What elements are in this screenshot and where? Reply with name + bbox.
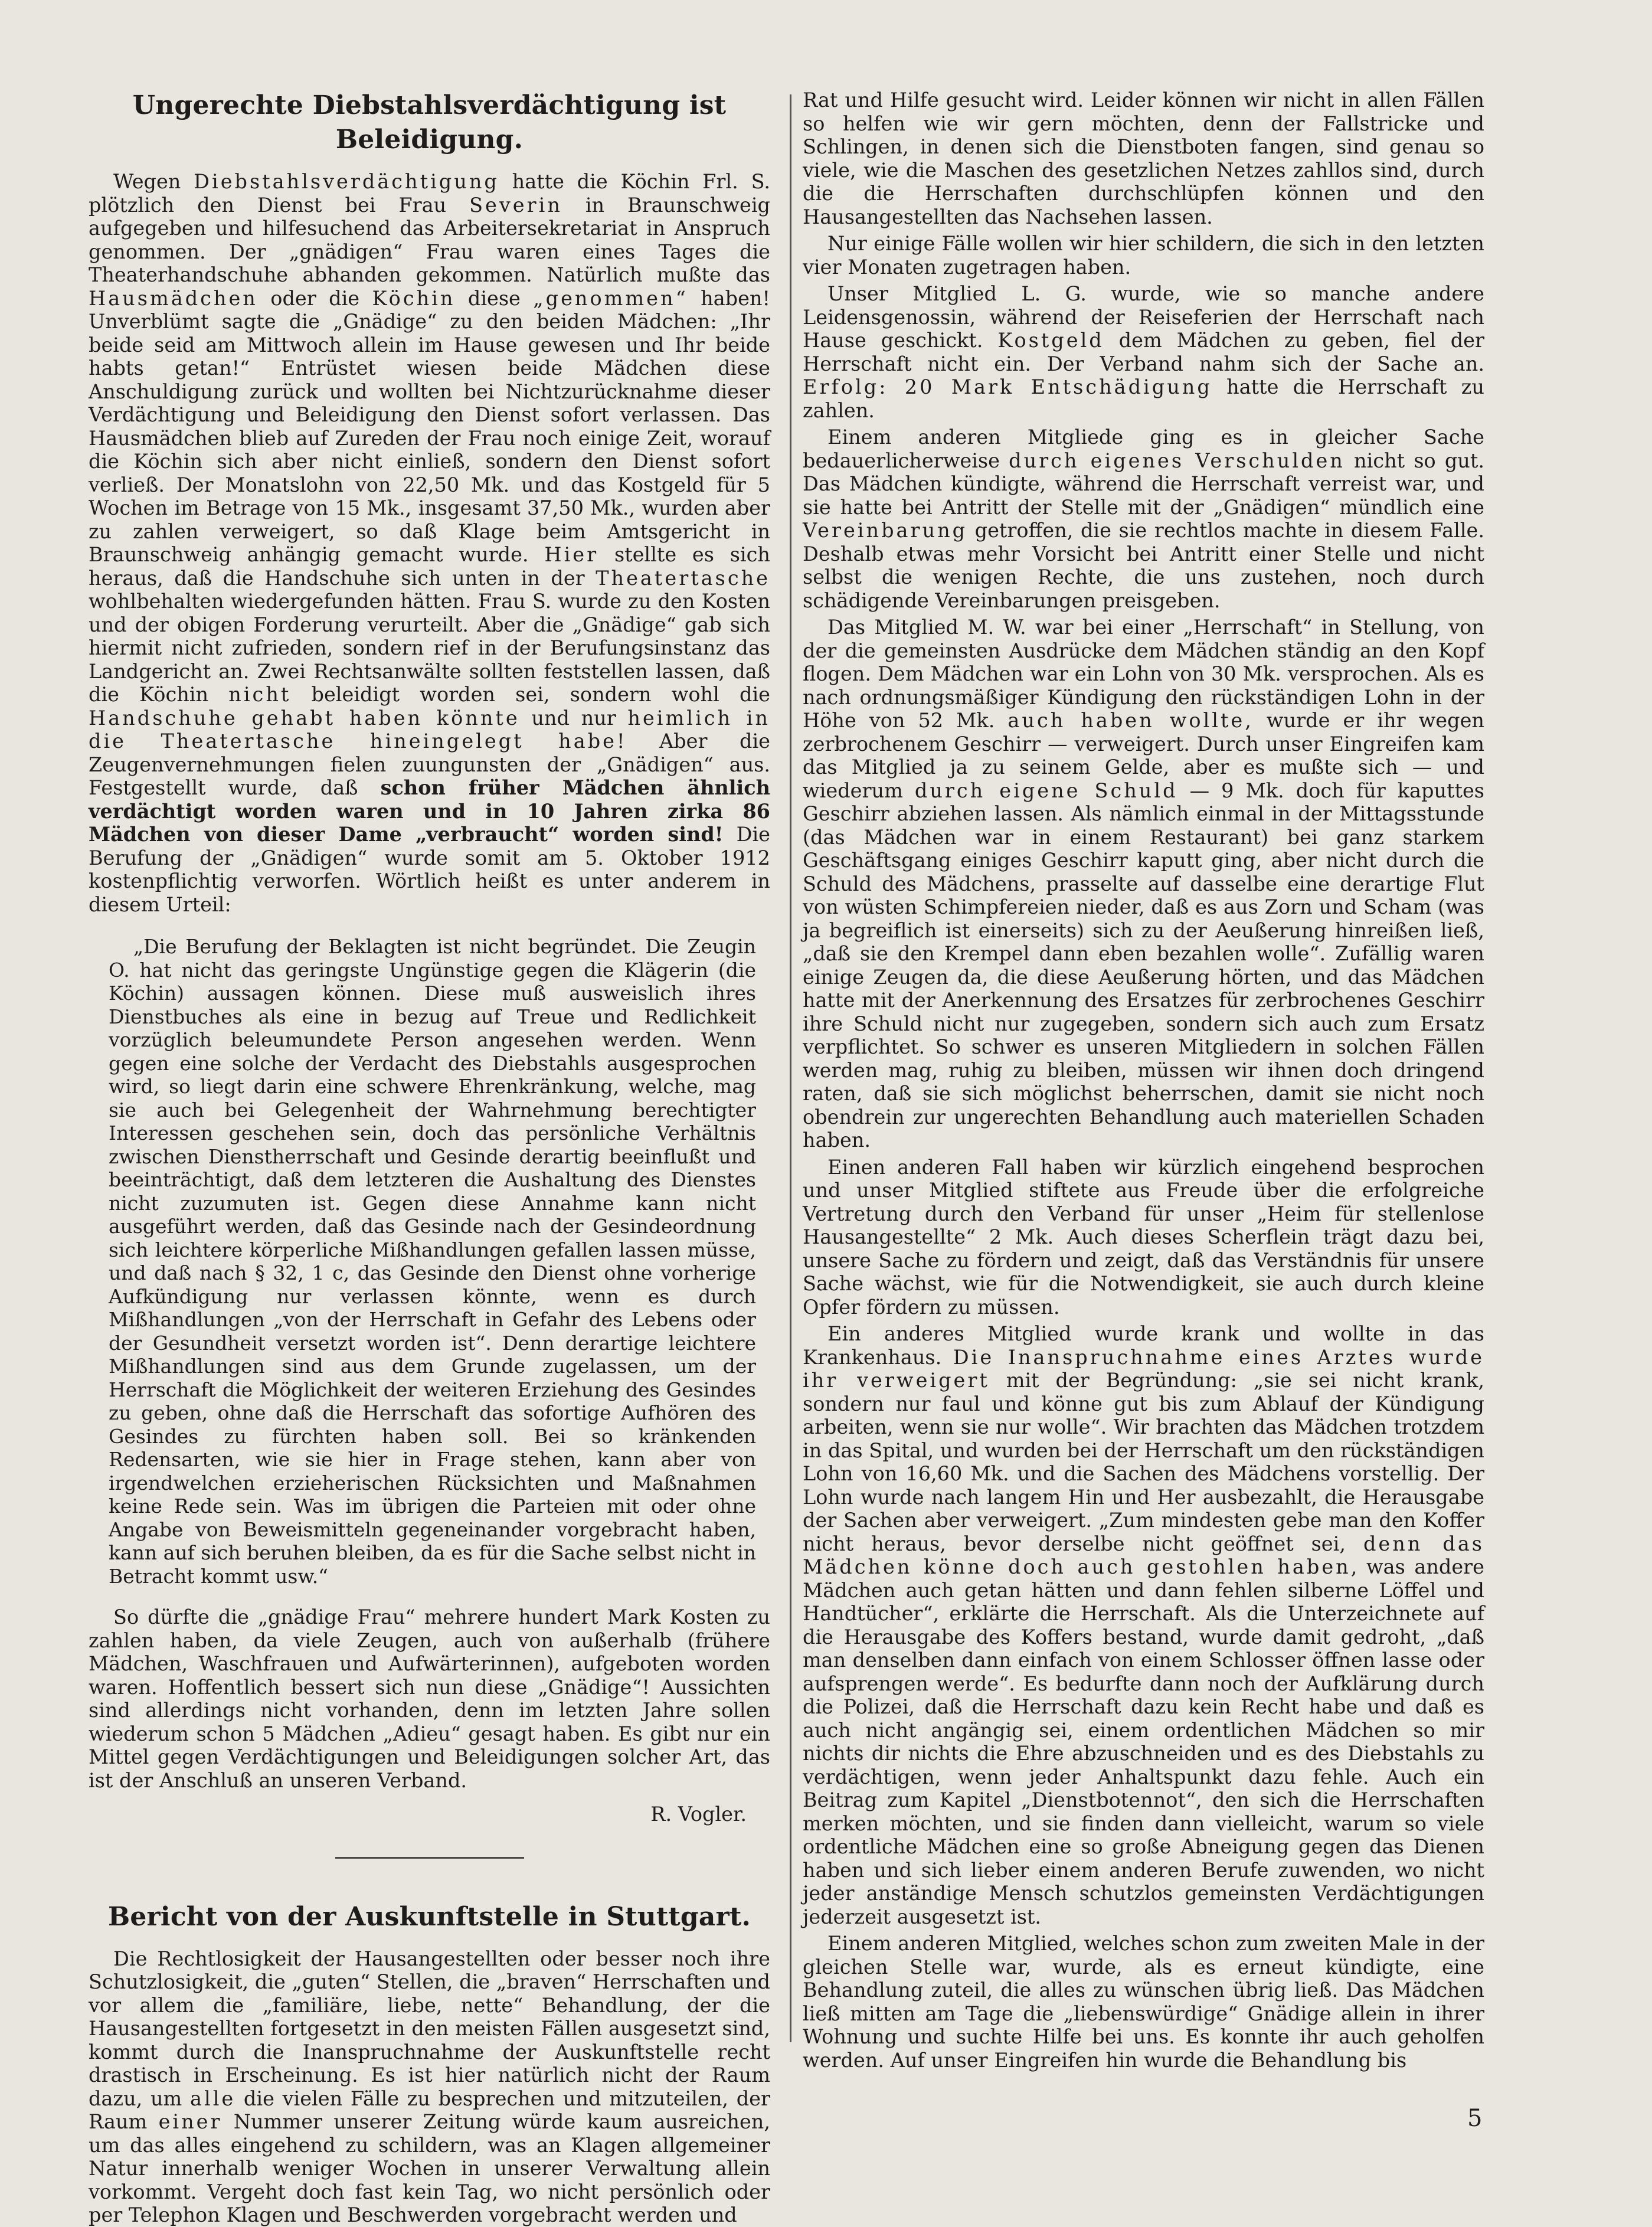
paragraph: Rat und Hilfe gesucht wird. Leider können wir nicht in allen Fällen so helfen wie wir gern möchten, denn der Fallstricke und Schlingen, in denen sich die Dienstboten fangen, sind genau so viele, wie die Maschen des gesetzlichen Netzes zahllos sind, durch die die Herrschaften durchschlüpfen können und den Hausangestellten das Nachsehen lassen. (803, 89, 1484, 228)
article-1-signature: R. Vogler. (650, 1803, 747, 1826)
page-number: 5 (1467, 2105, 1483, 2132)
paragraph: Einem anderen Mitglied, welches schon zum zweiten Male in der gleichen Stelle war, wurde, als es erneut kündigte, eine Behandlung zuteil, die alles zu wünschen übrig ließ. Das Mädchen ließ mitten am Tage die „liebenswürdige“ Gnädige allein in ihrer Wohnung und suchte Hilfe bei uns. Es konnte ihr auch geholfen werden. Auf unser Eingreifen hin wurde die Behandlung bis (803, 1932, 1484, 2072)
right-column (803, 89, 1484, 2072)
article-2-body-start (89, 1947, 770, 2227)
article-1-title: Ungerechte Diebstahlsverdächtigung ist Beleidigung. (132, 90, 727, 155)
article-1-body (89, 170, 770, 1826)
paragraph: Die Rechtlosigkeit der Hausangestellten oder besser noch ihre Schutzlosigkeit, die „guten“ Stellen, die „braven“ Herrschaften und vor allem die „familiäre, liebe, nette“ Behandlung, der die Hausangestellten fortgesetzt in den meisten Fällen ausgesetzt sind, kommt durch die Inanspruchnahme der Auskunftstelle recht drastisch in Erscheinung. Es ist hier natürlich nicht der Raum dazu, um alle die vielen Fälle zu besprechen und mitzuteilen, der Raum einer Nummer unserer Zeitung würde kaum ausreichen, um das alles eingehend zu schildern, was an Klagen allgemeiner Natur innerhalb weniger Wochen in unserer Verwaltung allein vorkommt. Vergeht doch fast kein Tag, wo nicht persönlich oder per Telephon Klagen und Beschwerden vorgebracht werden und (89, 1947, 771, 2226)
court-quote: „Die Berufung der Beklagten ist nicht begründet. Die Zeugin O. hat nicht das geringste Ungünstige gegen die Klägerin (die Köchin) aussagen können. Diese muß ausweislich ihres Dienstbuches als eine in bezug auf Treue und Redlichkeit vorzüglich beleumundete Person angesehen werden. Wenn gegen eine solche der Verdacht des Diebstahls ausgesprochen wird, so liegt darin eine schwere Ehrenkränkung, welche, mag sie auch bei Gelegenheit der Wahrnehmung berechtigter Interessen geschehen sein, doch das persönliche Verhältnis zwischen Dienstherrschaft und Gesinde derartig beeinflußt und beeinträchtigt, daß dem letzteren die Aushaltung des Dienstes nicht zuzumuten ist. Gegen diese Annahme kann nicht ausgeführt werden, daß das Gesinde nach der Gesindeordnung sich leichtere körperliche Mißhandlungen gefallen lassen müsse, und daß nach § 32, 1 c, das Gesinde den Dienst ohne vorherige Aufkündigung nur verlassen könnte, wenn es durch Mißhandlungen „von der Herrschaft in Gefahr des Lebens oder der Gesundheit versetzt worden ist“. Denn derartige leichtere Mißhandlungen sind aus dem Grunde zugelassen, um der Herrschaft die Möglichkeit der weiteren Erziehung des Gesindes zu geben, ohne daß die Herrschaft das sofortige Aufhören des Gesindes zu fürchten haben soll. Bei so kränkenden Redensarten, wie sie hier in Frage stehen, kann aber von irgendwelchen erzieherischen Rücksichten und Maßnahmen keine Rede sein. Was im übrigen die Parteien mit oder ohne Angabe von Beweismitteln gegeneinander vorgebracht haben, kann auf sich beruhen bleiben, da es für die Sache selbst nicht in Betracht kommt usw.“ (109, 935, 756, 1588)
paragraph: Unser Mitglied L. G. wurde, wie so manche andere Leidensgenossin, während der Reiseferien der Herrschaft nach Hause geschickt. Kostgeld dem Mädchen zu geben, fiel der Herrschaft nicht ein. Der Verband nahm sich der Sache an. Erfolg: 20 Mark Entschädigung hatte die Herrschaft zu zahlen. (803, 282, 1485, 422)
column-divider (790, 94, 791, 2042)
paragraph: Einen anderen Fall haben wir kürzlich eingehend besprochen und unser Mitglied stiftete aus Freude über die erfolgreiche Vertretung durch den Verband für unser „Heim für stellenlose Hausangestellte“ 2 Mk. Auch dieses Scherflein trägt dazu bei, unsere Sache zu fördern und zeigt, daß das Verständnis für unsere Sache wächst, wie für die Notwendigkeit, sie auch durch kleine Opfer fördern zu müssen. (803, 1155, 1484, 1319)
paragraph: Ein anderes Mitglied wurde krank und wollte in das Krankenhaus. Die Inanspruchnahme eines Arztes wurde ihr verweigert mit der Begründung: „sie sei nicht krank, sondern nur faul und könne gut bis zum Ablauf der Kündigung arbeiten, wenn sie nur wolle“. Wir brachten das Mädchen trotzdem in das Spital, und wurden bei der Herrschaft um den rückständigen Lohn von 16,60 Mk. und die Sachen des Mädchens vorstellig. Der Lohn wurde nach langem Hin und Her ausbezahlt, die Herausgabe der Sachen aber verweigert. „Zum mindesten gebe man den Koffer nicht heraus, bevor derselbe nicht geöffnet sei, denn das Mädchen könne doch auch gestohlen haben, was andere Mädchen auch getan hätten und dann fehlen silberne Löffel und Handtücher“, erklärte die Herrschaft. Als die Unterzeichnete auf die Herausgabe des Koffers bestand, wurde damit gedroht, „daß man denselben dann einfach von einem Schlosser öffnen lasse oder aufsprengen werde“. Es bedurfte dann noch der Aufklärung durch die Polizei, daß die Herrschaft dazu kein Recht habe und daß es auch nicht angängig sei, einem ordentlichen Mädchen so mir nichts dir nichts die Ehre abzuschneiden und es des Diebstahls zu verdächtigen, wenn jeder Anhaltspunkt dazu fehle. Auch ein Beitrag zum Kapitel „Dienstbotennot“, den sich die Herrschaften merken möchten, und sie finden dann vielleicht, warum so viele ordentliche Mädchen eine so große Abneigung gegen das Dienen haben und sich lieber einem anderen Berufe zuwenden, wo nicht jeder anständige Mensch schutzlos gemeinsten Verdächtigungen jederzeit ausgesetzt ist. (803, 1322, 1485, 1928)
article-2-title: Bericht von der Auskunftstelle in Stuttgart. (107, 1901, 751, 1932)
article-2-body-continued (803, 89, 1484, 2072)
paragraph: So dürfte die „gnädige Frau“ mehrere hundert Mark Kosten zu zahlen haben, da viele Zeugen, auch von außerhalb (frühere Mädchen, Waschfrauen und Aufwärterinnen), aufgeboten worden waren. Hoffentlich bessert sich nun diese „Gnädige“! Aussichten sind allerdings nicht vorhanden, denn im letzten Jahre sollen wiederum schon 5 Mädchen „Adieu“ gesagt haben. Es gibt nur ein Mittel gegen Verdächtigungen und Beleidigungen solcher Art, das ist der Anschluß an unseren Verband. (89, 1605, 770, 1792)
paragraph: Einem anderen Mitgliede ging es in gleicher Sache bedauerlicherweise durch eigenes Verschulden nicht so gut. Das Mädchen kündigte, während die Herrschaft verreist war, und sie hatte bei Antritt der Stelle mit der „Gnädigen“ mündlich eine Vereinbarung getroffen, die sie rechtlos machte in diesem Falle. Deshalb etwas mehr Vorsicht bei Antritt einer Stelle und nicht selbst die wenigen Rechte, die uns zustehen, noch durch schädigende Vereinbarungen preisgeben. (803, 426, 1484, 612)
paragraph: Das Mitglied M. W. war bei einer „Herrschaft“ in Stellung, von der die gemeinsten Ausdrücke dem Mädchen ständig an den Kopf flogen. Dem Mädchen war ein Lohn von 30 Mk. versprochen. Als es nach ordnungsmäßiger Kündigung den rückständigen Lohn in der Höhe von 52 Mk. auch haben wollte, wurde er ihr wegen zerbrochenem Geschirr — verweigert. Durch unser Eingreifen kam das Mitglied ja zu seinem Gelde, aber es mußte sich — und wiederum durch eigene Schuld — 9 Mk. doch für kaputtes Geschirr abziehen lassen. Als nämlich einmal in der Mittagsstunde (das Mädchen war in einem Restaurant) bei ganz starkem Geschäftsgang einiges Geschirr kaputt ging, aber nicht durch die Schuld des Mädchens, prasselte auf dasselbe eine derartige Flut von wüsten Schimpfereien nieder, daß es aus Zorn und Scham (was ja begreiflich ist einerseits) sich zu der Aeußerung hinreißen ließ, „daß sie den Krempel dann eben bezahlen wolle“. Zufällig waren einige Zeugen da, die diese Aeußerung hörten, und das Mädchen hatte mit der Anerkennung des Ersatzes für zerbrochenes Geschirr ihre Schuld nicht nur zugegeben, sondern sich auch zum Ersatz verpflichtet. So schwer es unseren Mitgliedern in solchen Fällen werden mag, ruhig zu bleiben, müssen wir ihnen doch dringend raten, daß sie sich möglichst beherrschen, damit sie nicht noch obendrein zur ungerechten Behandlung auch materiellen Schaden haben. (803, 616, 1484, 1152)
section-separator (335, 1857, 524, 1859)
left-column (89, 89, 770, 2227)
paragraph: Wegen Diebstahlsverdächtigung hatte die Köchin Frl. S. plötzlich den Dienst bei Frau Severin in Braunschweig aufgegeben und hilfesuchend das Arbeitersekretariat in Anspruch genommen. Der „gnädigen“ Frau waren eines Tages die Theaterhandschuhe abhanden gekommen. Natürlich mußte das Hausmädchen oder die Köchin diese „genommen“ haben! Unverblümt sagte die „Gnädige“ zu den beiden Mädchen: „Ihr beide seid am Mittwoch allein im Hause gewesen und Ihr beide habts getan!“ Entrüstet wiesen beide Mädchen diese Anschuldigung zurück und wollten bei Nichtzurücknahme dieser Verdächtigung und Beleidigung den Dienst sofort verlassen. Das Hausmädchen blieb auf Zureden der Frau noch einige Zeit, worauf die Köchin sich aber nicht einließ, sondern den Dienst sofort verließ. Der Monatslohn von 22,50 Mk. und das Kostgeld für 5 Wochen im Betrage von 15 Mk., insgesamt 37,50 Mk., wurden aber zu zahlen verweigert, so daß Klage beim Amtsgericht in Braunschweig anhängig gemacht wurde. Hier stellte es sich heraus, daß die Handschuhe sich unten in der Theatertasche wohlbehalten wiedergefunden hätten. Frau S. wurde zu den Kosten und der obigen Forderung verurteilt. Aber die „Gnädige“ gab sich hiermit nicht zufrieden, sondern rief in der Berufungsinstanz das Landgericht an. Zwei Rechtsanwälte sollten feststellen lassen, daß die Köchin nicht beleidigt worden sei, sondern wohl die Handschuhe gehabt haben könnte und nur heimlich in die Theatertasche hineingelegt habe! Aber die Zeugenvernehmungen fielen zuungunsten der „Gnädigen“ aus. Festgestellt wurde, daß schon früher Mädchen ähnlich verdächtigt worden waren und in 10 Jahren zirka 86 Mädchen von dieser Dame „verbraucht“ worden sind! Die Berufung der „Gnädigen“ wurde somit am 5. Oktober 1912 kostenpflichtig verworfen. Wörtlich heißt es unter anderem in diesem Urteil: (89, 170, 771, 916)
paragraph: Nur einige Fälle wollen wir hier schildern, die sich in den letzten vier Monaten zugetragen haben. (803, 232, 1484, 279)
